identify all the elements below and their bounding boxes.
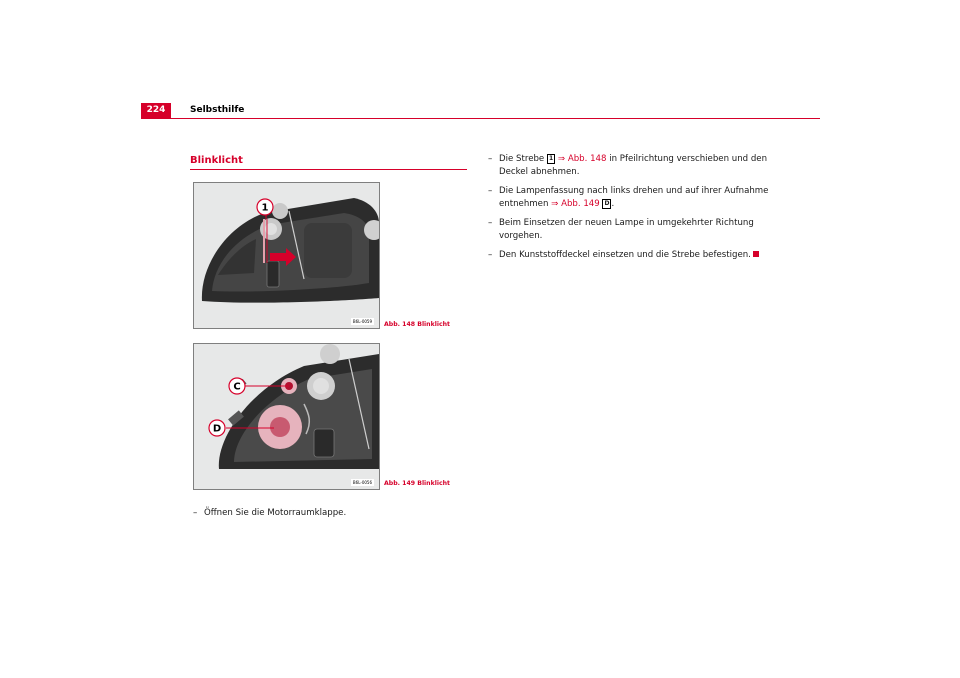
figure-code: B6L-0059 [352,319,372,324]
step-dash: – [488,154,493,164]
running-header: Selbsthilfe [190,105,245,115]
step-text-line2: entnehmen ⇒ Abb. 149 D . [499,198,615,209]
ref-abb-148[interactable]: Abb. 148 [567,154,607,164]
step-dash: – [488,250,493,260]
svg-text:C: C [233,381,241,393]
step-text: Die Strebe 1 ⇒ Abb. 148 in Pfeilrichtung verschieben und den [499,154,768,164]
step-dash: – [193,508,198,518]
step-text: Die Lampenfassung nach links drehen und auf ihrer Aufnahme [499,186,769,196]
figure-code: B6L-0056 [352,480,372,485]
callout-1 [256,198,274,216]
figure-149-caption: Abb. 149 Blinklicht [384,480,450,487]
figure-148-image [193,182,380,329]
callout-c [228,377,246,395]
svg-text:1: 1 [261,202,269,214]
section-rule [190,169,467,170]
figure-149-image [193,343,380,490]
page-number: 224 [141,103,171,118]
right-step-2 [488,185,818,211]
right-step-4 [488,249,818,263]
badge-d: D [604,199,610,207]
step-dash: – [488,186,493,196]
callout-d [208,419,226,437]
step-text-line2: Deckel abnehmen. [499,166,580,177]
section-title: Blinklicht [190,155,243,166]
end-mark-icon [753,251,759,257]
svg-text:D: D [212,423,222,435]
step-text: Den Kunststoffdeckel einsetzen und die Strebe befestigen. [499,249,759,262]
badge-1: 1 [548,155,554,162]
ref-abb-149[interactable]: Abb. 149 [561,198,600,209]
step-dash: – [488,218,493,228]
figure-148-caption: Abb. 148 Blinklicht [384,321,450,328]
step-text: Öffnen Sie die Motorraumklappe. [204,508,347,518]
header-rule [141,118,820,119]
right-step-1 [488,153,818,179]
step-text-line2: vorgehen. [499,230,543,241]
right-step-3 [488,217,818,243]
step-text: Beim Einsetzen der neuen Lampe in umgekehrter Richtung [499,218,754,228]
